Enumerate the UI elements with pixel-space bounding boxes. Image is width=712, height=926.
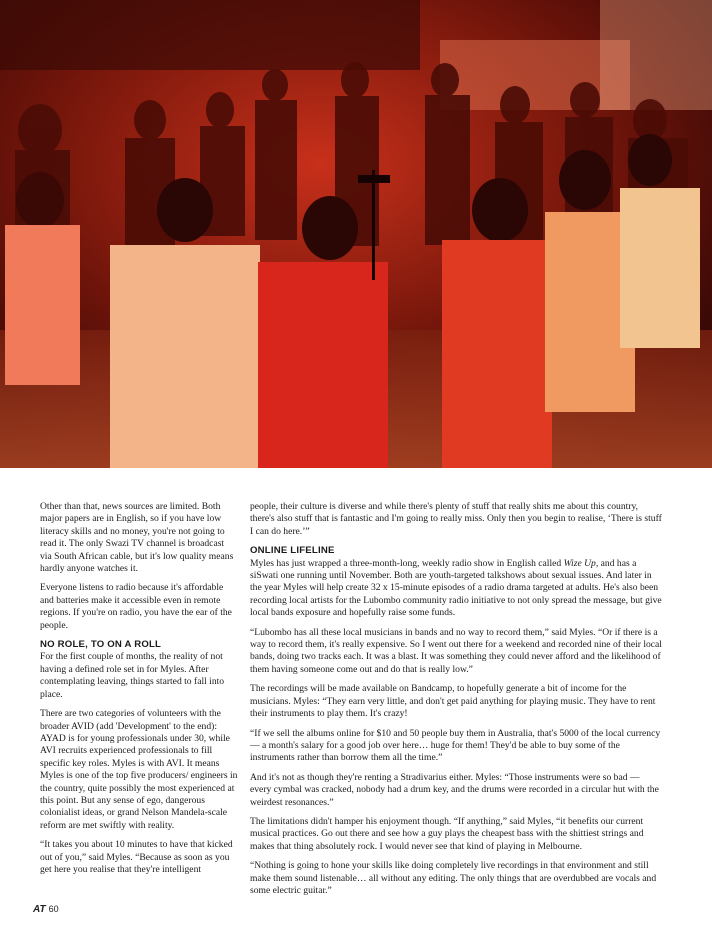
right-column [250, 501, 662, 904]
show-title: Wize Up [563, 557, 596, 569]
paragraph: people, their culture is diverse and while there's plenty of stuff that really shits me about this country, there's also stuff that is fantastic and I'm going to really miss. Only then you begin to realise, ‘There is stuff I can do here.’” [250, 501, 662, 537]
paragraph: “Lubombo has all these local musicians in bands and no way to record them,” said Myles. “Or if there is a way to record them, it's really expensive. So I went out there for a weekend and recorded nine of their local bands, doing two tracks each. It was a blast. It was something they could never afford and the likelihood of them having someone come out and do that is really low.” [250, 626, 662, 675]
paragraph: There are two categories of volunteers with the broader AVID (add 'Development' to the end): AYAD is for young professionals under 30, while AVI recruits experienced professionals to fill specific key roles. Myles is with AVI. It means Myles is one of the top five producers/ engineers in the country, quite possibly the most experienced at this point. But any sense of ego, dangerous colonialist ideas, or grand Nelson Mandela-scale reform are met swiftly with reality. [40, 708, 238, 831]
text-run: Myles has just wrapped a three-month-long, weekly radio show in English called [250, 557, 564, 569]
page-number: 60 [48, 904, 59, 914]
paragraph: “Nothing is going to hone your skills like doing completely live recordings in that environment and still make them sound listenable… all without any editing. The only things that are overdubbed are vocals and some electric guitar.” [250, 860, 657, 896]
paragraph: Other than that, news sources are limited. Both major papers are in English, so if you have low literacy skills and no money, you're not going to read it. The only Swazi TV channel is broadcast via South African cable, but it's low quality means hardly anyone watches it. [40, 501, 234, 575]
paragraph: And it's not as though they're renting a Stradivarius either. Myles: “Those instruments were so bad — every cymbal was cracked, nobody had a drum key, and the drums were recorded in a circular hut with the weirdest resonances.” [250, 771, 659, 808]
paragraph: For the first couple of months, the reality of not having a defined role set in for Myles. After contemplating leaving, things started to fall into place. [40, 651, 225, 700]
subheading: NO ROLE, TO ON A ROLL [40, 639, 162, 651]
paragraph: The recordings will be made available on Bandcamp, to hopefully generate a bit of income for the musicians. Myles: “They earn very little, and don't get paid anything for playing music. They have to rent their instruments to play them. It's crazy! [250, 683, 656, 720]
paragraph [250, 558, 662, 620]
paragraph: “If we sell the albums online for $10 and 50 people buy them in Australia, that's 5000 of the local currency — a month's salary for a good job over here… huge for them! They'd be able to buy some of the instruments rather than borrow them all the time.” [250, 727, 661, 764]
left-column [40, 501, 238, 883]
page-footer [33, 904, 59, 915]
paragraph: Everyone listens to radio because it's affordable and batteries make it accessible even in remote regions. If you're on radio, you have the ear of the people. [40, 582, 232, 631]
subheading: ONLINE LIFELINE [250, 545, 335, 557]
magazine-logo: AT [33, 904, 46, 915]
text-run: , and has a siSwati one running until November. Both are youth-targeted talkshows about sexual issues. And later in the year Myles will help create 32 x 15-minute episodes of a radio drama targeted at adults. He's also been recording local artists for the Lubombo community radio initiative to not only spread the message, but give local bands exposure and hopefully raise some funds. [250, 557, 662, 619]
paragraph: “It takes you about 10 minutes to have that kicked out of you,” said Myles. “Because as soon as you get here you realise that they're intelligent [40, 839, 233, 875]
paragraph: The limitations didn't hamper his enjoyment though. “If anything,” said Myles, “it benefits our current musical practices. Go out there and see how a guy plays the cheapest bass with the shittiest strings and makes that thing absolutely rock. I would never see that kind of playing in Melbourne. [250, 815, 644, 852]
